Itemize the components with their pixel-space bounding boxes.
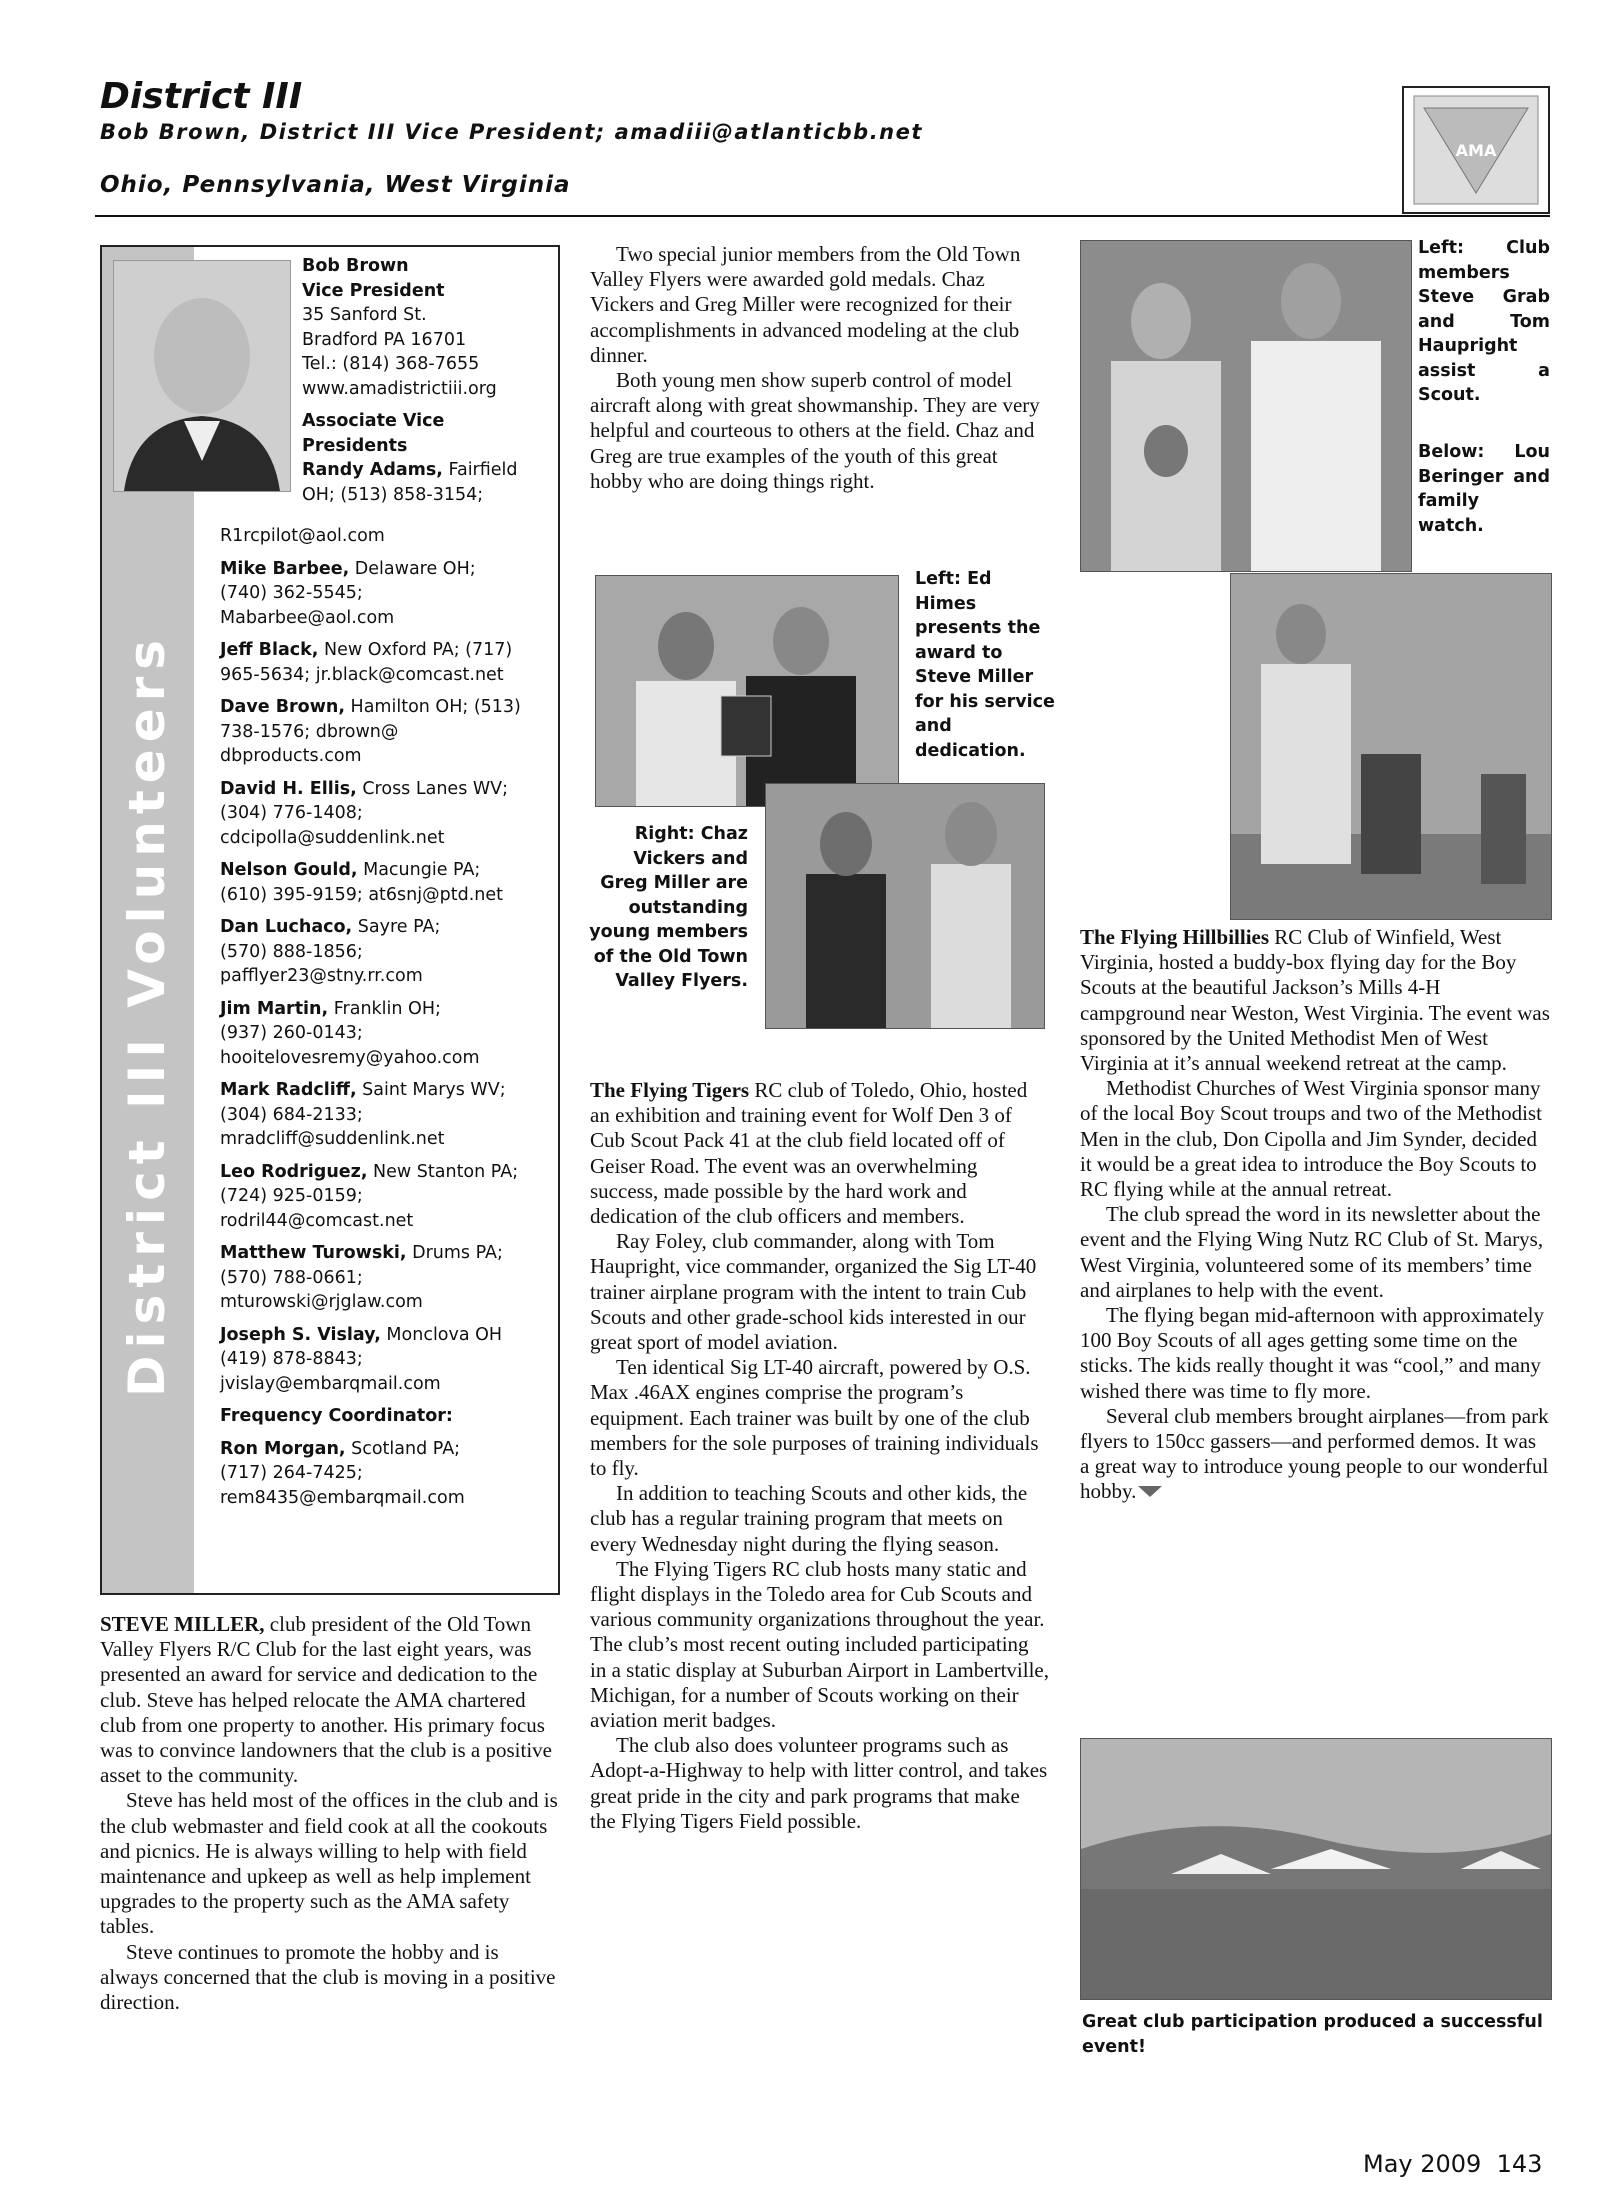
col2-p4: Ray Foley, club commander, along with Tom Haupright, vice commander, organized the Sig LT-40 trainer airplane program with the intent to train Cub Scouts and other grade-school kids interested in our great sport of model aviation. [590,1229,1037,1355]
volunteer-contact-line: (570) 888-1856; [220,941,363,962]
volunteer-location: New Oxford PA; (717) [318,640,513,660]
states-line: Ohio, Pennsylvania, West Virginia [100,172,571,198]
volunteer-location: Drums PA; [406,1243,503,1263]
volunteer-contact-line: mturowski@rjglaw.com [220,1292,423,1312]
volunteer-name: Mark Radcliff, [220,1080,357,1100]
field-event-photo-graphic [1081,1739,1551,1999]
portrait-graphic [114,261,290,491]
volunteer-location: Hamilton OH; (513) [344,697,521,717]
vp-role: Vice President [302,280,445,301]
col3-p2: Methodist Churches of West Virginia sponsor many of the local Boy Scout troups and two of the Methodist Men in the club, Don Cipolla and Jim Synder, decided it would be a great idea to introduce the Boy Scouts to RC flying while at the annual retreat. [1080,1076,1542,1202]
volunteer-location: Sayre PA; [352,917,441,937]
col2-p1: Two special junior members from the Old Town Valley Flyers were awarded gold medals. Chaz Vickers and Greg Miller were recognized for their accomplishments in advanced modeling at the club dinner. [590,242,1021,367]
vp-address2: Bradford PA 16701 [302,329,467,350]
volunteer-contact-line: hooitelovesremy@yahoo.com [220,1047,480,1068]
volunteer-list [220,524,550,1510]
logo-text: AMA [1455,141,1497,160]
col2-p6: In addition to teaching Scouts and other kids, the club has a regular training program that meets on every Wednesday night during the flying season. [590,1481,1028,1556]
award-photo-graphic [596,576,898,806]
portrait-photo [113,260,291,492]
volunteer-entry [220,1323,550,1397]
assoc-heading-1: Associate Vice [302,411,445,431]
col3-p5: Several club members brought airplanes—from park flyers to 150cc gassers—and performed demos. It was a great way to introduce young people to our wonderful hobby. [1080,1403,1549,1504]
family-caption: Below: Lou Beringer and family watch. [1418,442,1550,536]
page-number: 143 [1496,2150,1543,2178]
col1-p2: Steve has held most of the offices in the club and is the club webmaster and field cook at all the cookouts and picnics. He is always willing to help with field maintenance and upkeep as well as help implement upgrades to the property such as the AMA safety tables. [100,1788,558,1939]
header-rule [95,215,1550,217]
volunteer-contact-line: Mabarbee@aol.com [220,607,395,628]
district-logo [1402,86,1550,214]
volunteer-name: Jim Martin, [220,998,329,1019]
volunteer-contact-line: cdcipolla@suddenlink.net [220,827,445,848]
volunteer-location: Franklin OH; [328,998,441,1019]
volunteer-name: Leo Rodriguez, [220,1161,368,1182]
freq-name: Ron Morgan, [220,1438,346,1459]
randy-name: Randy Adams, [302,460,443,480]
volunteer-entry [220,638,550,687]
volunteer-contact-line: jvislay@embarqmail.com [220,1373,441,1394]
col2-p2: Both young men show superb control of model aircraft along with great showmanship. They are very helpful and courteous to others at the field. Chaz and Greg are true examples of the youth of this great hobby who are doing things right. [590,368,1040,493]
volunteer-name: Matthew Turowski, [220,1243,407,1263]
col3-lead: The Flying Hillbillies [1080,925,1270,949]
volunteer-contact-line: mradcliff@suddenlink.net [220,1129,445,1149]
juniors-caption: Right: Chaz Vickers and Greg Miller are outstanding young members of the Old Town Valley Flyers. [589,824,748,991]
randy-email: R1rcpilot@aol.com [220,526,385,546]
volunteer-contact-line: (610) 395-9159; at6snj@ptd.net [220,884,503,905]
juniors-photo-graphic [766,784,1044,1028]
volunteer-name: David H. Ellis, [220,778,357,799]
col3-p3: The club spread the word in its newsletter about the event and the Flying Wing Nutz RC Club of St. Marys, West Virginia, volunteered some of its members’ time and airplanes to help with the event. [1080,1202,1544,1302]
volunteer-contact-line: (740) 362-5545; [220,583,363,603]
award-photo [595,575,899,807]
volunteer-contact-line: (304) 776-1408; [220,803,363,823]
steve-miller-article [100,1612,562,2015]
volunteer-location: Macungie PA; [357,860,481,880]
vp-contact [302,254,552,507]
volunteer-name: Dave Brown, [220,697,345,717]
col2-p8: The club also does volunteer programs such as Adopt-a-Highway to help with litter control, and takes great pride in the city and park programs that make the Flying Tigers Field possible. [590,1733,1048,1833]
assoc-heading-2: Presidents [302,435,408,456]
volunteer-name: Dan Luchaco, [220,917,353,937]
volunteer-contact-line: (570) 788-0661; [220,1267,363,1288]
volunteer-location: Delaware OH; [349,558,476,579]
volunteer-entry [220,695,550,769]
volunteer-name: Nelson Gould, [220,860,358,880]
vp-byline: Bob Brown, District III Vice President; amadiii@atlanticbb.net [100,120,923,144]
volunteer-contact-line: pafflyer23@stny.rr.com [220,966,423,986]
freq-heading: Frequency Coordinator: [220,1406,453,1426]
volunteer-name: Joseph S. Vislay, [220,1324,381,1345]
volunteer-contact-line: 965-5634; jr.black@comcast.net [220,664,504,685]
family-watch-photo-graphic [1231,574,1551,919]
volunteer-location: Saint Marys WV; [356,1080,506,1100]
page-footer [1363,2150,1542,2178]
vp-name: Bob Brown [302,256,409,276]
volunteer-entry [220,1241,550,1315]
volunteer-entry [220,557,550,631]
scout-assist-photo [1080,240,1412,572]
col3-p4: The flying began mid-afternoon with approximately 100 Boy Scouts of all ages getting some time on the sticks. The kids really thought it was “cool,” and many wished there was time to fly more. [1080,1303,1544,1403]
col2-p7: The Flying Tigers RC club hosts many static and flight displays in the Toledo area for Cub Scouts and various community organizations throughout the year. The club’s most recent outing included participating in a static display at Suburban Airport in Lambertville, Michigan, for a number of Scouts working on their aviation merit badges. [590,1556,1049,1733]
juniors-photo [765,783,1045,1029]
randy-l2: OH; (513) 858-3154; [302,484,484,505]
field-event-photo [1080,1738,1552,2000]
volunteer-contact-line: (419) 878-8843; [220,1349,363,1369]
freq-l3: rem8435@embarqmail.com [220,1487,465,1508]
freq-l2: (717) 264-7425; [220,1463,363,1483]
volunteer-location: New Stanton PA; [367,1161,519,1182]
freq-l1: Scotland PA; [345,1438,461,1459]
volunteer-entry [220,915,550,989]
volunteer-entry [220,1160,550,1234]
vp-web: www.amadistrictiii.org [302,378,497,399]
col2-p5: Ten identical Sig LT-40 aircraft, powered by O.S. Max .46AX engines comprise the program’s equipment. Each trainer was built by one of the club members for the sole purposes of training individuals to fly. [590,1355,1039,1481]
col1-p3: Steve continues to promote the hobby and is always concerned that the club is moving in a positive direction. [100,1939,556,2015]
col1-lead: STEVE MILLER, [100,1612,265,1636]
volunteer-contact-line: (304) 684-2133; [220,1104,363,1125]
volunteer-contact-line: dbproducts.com [220,746,362,766]
col3-p1: RC Club of Winfield, West Virginia, hosted a buddy-box flying day for the Boy Scouts at the beautiful Jackson’s Mills 4-H campground near Weston, West Virginia. The event was sponsored by the United Methodist Men of West Virginia at it’s annual weekend retreat at the camp. [1080,925,1550,1076]
volunteer-contact-line: 738-1576; dbrown@ [220,721,399,742]
district-logo-graphic [1404,88,1548,212]
family-watch-photo [1230,573,1552,920]
vp-tel: Tel.: (814) 368-7655 [302,354,480,374]
volunteer-name: Mike Barbee, [220,558,350,579]
col2-p3: RC club of Toledo, Ohio, hosted an exhibition and training event for Wolf Den 3 of Cub Scout Pack 41 at the club field located off of Geiser Road. The event was an overwhelming success, made possible by the hard work and dedication of the club officers and members. [590,1078,1028,1229]
sidebar-vertical-title: District III Volunteers [118,632,176,1398]
volunteer-location: Monclova OH [380,1324,503,1345]
ama-end-mark-icon [1136,1484,1164,1498]
scout-assist-photo-graphic [1081,241,1411,571]
volunteer-contact-line: (937) 260-0143; [220,1023,363,1043]
volunteer-entry [220,997,550,1071]
flying-hillbillies-article [1080,925,1550,1505]
volunteer-entry [220,1078,550,1152]
volunteer-entry [220,777,550,851]
field-event-caption: Great club participation produced a successful event! [1082,2012,1543,2057]
flying-tigers-article [590,1078,1050,1834]
volunteer-contact-line: rodril44@comcast.net [220,1210,414,1231]
volunteer-name: Jeff Black, [220,640,319,660]
randy-l1: Fairfield [442,460,518,480]
junior-members-article [590,242,1050,494]
volunteer-entry [220,858,550,907]
scout-assist-caption: Left: Club members Steve Grab and Tom Haupright assist a Scout. [1418,238,1550,405]
col1-p1: club president of the Old Town Valley Flyers R/C Club for the last eight years, was presented an award for service and dedication to the club. Steve has helped relocate the AMA chartered club from one property to another. His primary focus was to convince landowners that the club is a positive asset to the community. [100,1612,552,1788]
volunteer-contact-line: (724) 925-0159; [220,1186,363,1206]
award-caption: Left: Ed Himes presents the award to Steve Miller for his service and dedication. [915,569,1055,761]
vp-address1: 35 Sanford St. [302,305,427,325]
issue-date: May 2009 [1363,2150,1482,2178]
freq-entry [220,1437,550,1511]
volunteer-location: Cross Lanes WV; [356,778,509,799]
col2-lead: The Flying Tigers [590,1078,750,1102]
section-title: District III [100,76,303,117]
